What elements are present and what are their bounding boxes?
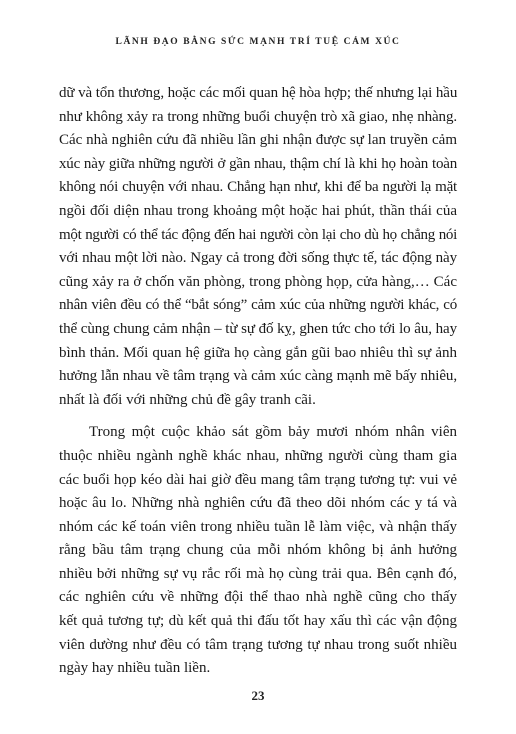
- text-line: hưởng lẫn nhau về tâm trạng và cảm xúc càng mạnh mẽ bấy nhiêu,: [59, 368, 457, 385]
- text-line: nhân viên đều có thể “bắt sóng” cảm xúc của những người khác, có: [59, 297, 457, 314]
- running-header: LÃNH ĐẠO BẰNG SỨC MẠNH TRÍ TUỆ CẢM XÚC: [115, 37, 401, 47]
- text-line: viên dường như đều có tâm trạng tương tự nhau trong suốt nhiều: [59, 636, 457, 653]
- text-line: các buổi họp kéo dài hai giờ đều mang tâm trạng tương tự: vui vẻ: [59, 471, 457, 488]
- text-line: Trong một cuộc khảo sát gồm bảy mươi nhóm nhân viên: [89, 424, 457, 441]
- text-line: xúc này giữa những người ở gần nhau, thậm chí là khi họ hoàn toàn: [59, 155, 457, 172]
- text-line: ngày hay nhiều tuần liền.: [59, 660, 211, 677]
- page-number: 23: [251, 688, 265, 703]
- text-line: ngồi đối diện nhau trong khoảng một hoặc hai phút, thần thái của: [59, 202, 457, 219]
- text-line: thể cùng chung cảm nhận – từ sự đố kỵ, ghen tức cho tới lo âu, hay: [59, 320, 457, 337]
- paragraph-2: [59, 421, 457, 681]
- text-line: rằng bầu tâm trạng chung của mỗi nhóm không bị ảnh hưởng: [59, 542, 457, 559]
- text-line: Các nhà nghiên cứu đã nhiều lần ghi nhận được sự lan truyền cảm: [59, 132, 457, 149]
- text-line: không nói chuyện với nhau. Chẳng hạn như, khi để ba người lạ mặt: [59, 179, 457, 196]
- text-line: nhất là đối với những chủ đề gây tranh cãi.: [59, 391, 316, 408]
- text-line: nhóm các kế toán viên trong nhiều tuần lễ làm việc, và nhận thấy: [59, 518, 457, 535]
- text-line: hoặc âu lo. Những nhà nghiên cứu đã theo dõi nhóm các y tá và: [59, 495, 457, 512]
- body-text: [59, 82, 457, 681]
- text-line: với nhau một lời nào. Ngay cả trong đời sống thực tế, tác động này: [59, 250, 457, 267]
- text-line: dữ và tổn thương, hoặc các mối quan hệ hòa hợp; thế nhưng lại hầu: [59, 85, 458, 101]
- text-line: cũng xảy ra ở chốn văn phòng, trong phòng họp, cửa hàng,… Các: [59, 273, 457, 290]
- text-line: nhiều bởi những sự vụ rắc rối mà họ cùng trải qua. Bên cạnh đó,: [59, 565, 457, 582]
- text-line: các nghiên cứu về những đội thể thao nhà nghề cũng cho thấy: [59, 589, 457, 606]
- text-line: một người có thể tác động đến hai người còn lại cho dù họ chẳng nói: [59, 226, 457, 243]
- paragraph-1: [59, 82, 457, 412]
- text-line: như không xảy ra trong những buổi chuyện trò xã giao, nhẹ nhàng.: [59, 108, 457, 125]
- text-line: thuộc nhiều ngành nghề khác nhau, những người cùng tham gia: [59, 447, 457, 464]
- text-line: bình thản. Mối quan hệ giữa họ càng gắn gũi bao nhiêu thì sự ảnh: [59, 344, 457, 361]
- text-line: kết quả tương tự; dù kết quả thi đấu tốt hay xấu thì các vận động: [59, 613, 457, 630]
